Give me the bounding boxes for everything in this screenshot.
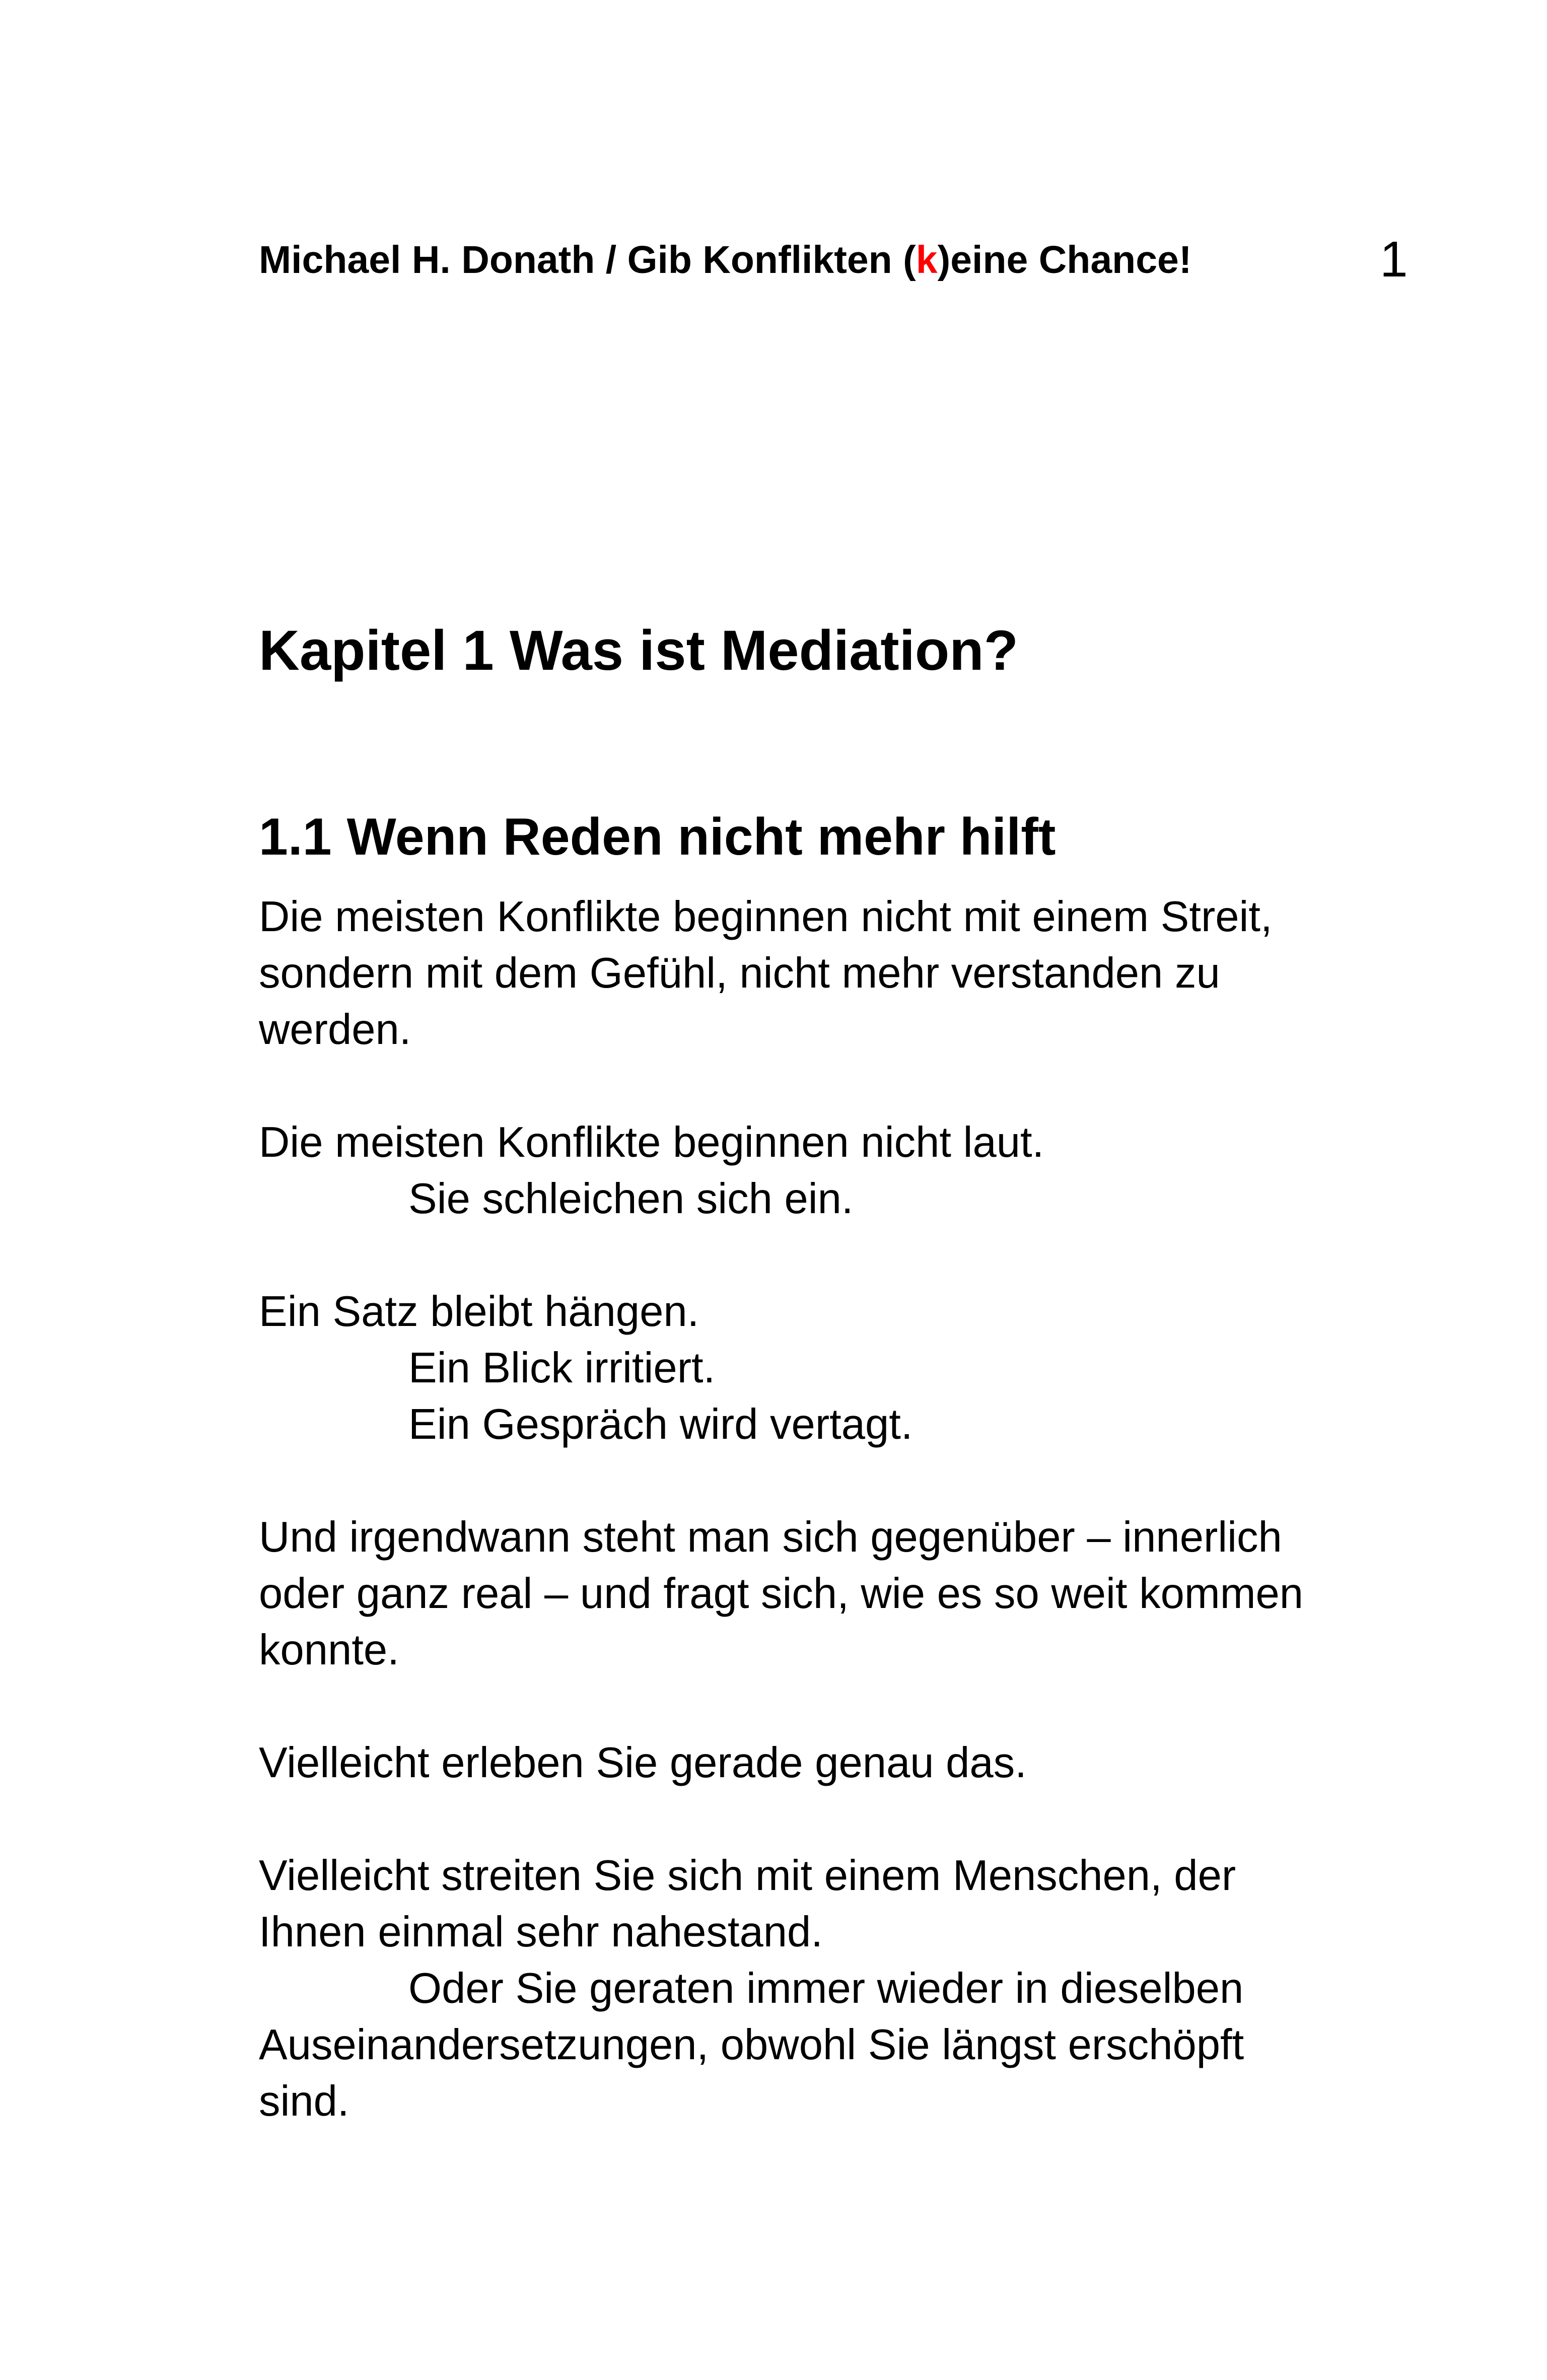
page-number: 1 [1380,231,1408,288]
paragraph-1-line-2: sondern mit dem Gefühl, nicht mehr verstanden zu [259,949,1220,997]
running-header [259,237,1192,283]
paragraph-1-line-3: werden. [259,1006,411,1054]
section-heading [259,806,1056,869]
header-author-title: Michael H. Donath / Gib Konflikten ( [259,238,916,282]
chapter-title: Kapitel 1 Was ist Mediation? [259,619,1019,682]
paragraph-6-line-3: Oder Sie geraten immer wieder in dieselben [408,1965,1244,2012]
header-accent-letter: k [916,238,938,282]
paragraph-6-line-5: sind. [259,2077,349,2125]
paragraph-gap [259,1678,1427,1735]
paragraph-6-line-4: Auseinandersetzungen, obwohl Sie längst erschöpft [259,2021,1244,2069]
paragraph-3-line-1: Ein Satz bleibt hängen. [259,1288,699,1336]
paragraph-1-line-1: Die meisten Konflikte beginnen nicht mit einem Streit, [259,893,1273,941]
paragraph-5-line-1: Vielleicht erleben Sie gerade genau das. [259,1739,1027,1787]
section-number: 1.1 [259,808,332,866]
section-title: Wenn Reden nicht mehr hilft [346,808,1056,866]
body-text [259,889,1427,2130]
paragraph-2-line-2: Sie schleichen sich ein. [408,1175,854,1223]
header-title-end: )eine Chance! [937,238,1192,282]
paragraph-6-line-1: Vielleicht streiten Sie sich mit einem Menschen, der [259,1852,1236,1900]
paragraph-6-line-2: Ihnen einmal sehr nahestand. [259,1908,823,1956]
paragraph-gap [259,1453,1427,1509]
paragraph-3-line-3: Ein Gespräch wird vertagt. [408,1401,913,1448]
paragraph-2-line-1: Die meisten Konflikte beginnen nicht laut. [259,1118,1044,1166]
paragraph-gap [259,1227,1427,1284]
paragraph-3-line-2: Ein Blick irritiert. [408,1344,716,1392]
paragraph-4-line-3: konnte. [259,1626,399,1674]
paragraph-gap [259,1791,1427,1848]
paragraph-gap [259,1058,1427,1114]
paragraph-4-line-1: Und irgendwann steht man sich gegenüber – innerlich [259,1513,1282,1561]
paragraph-4-line-2: oder ganz real – und fragt sich, wie es so weit kommen [259,1570,1304,1618]
